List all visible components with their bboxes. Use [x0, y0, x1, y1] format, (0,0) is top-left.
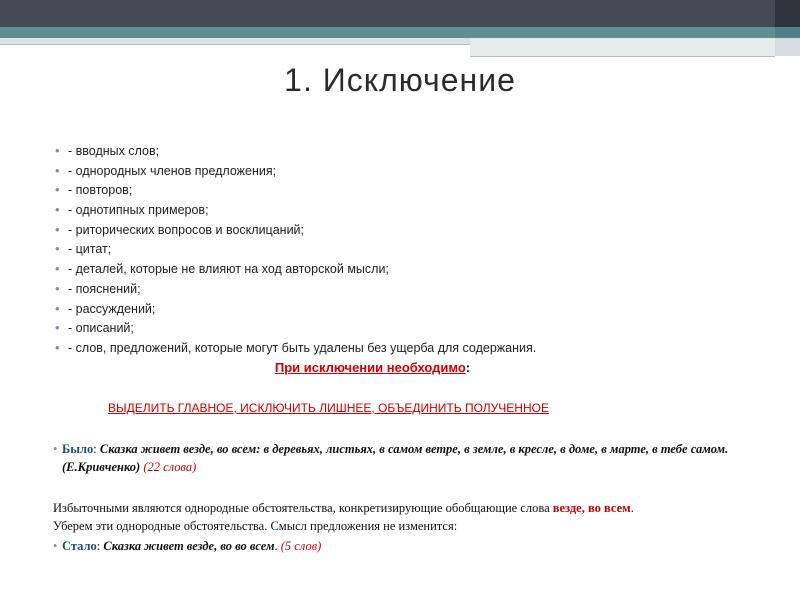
explanation-period: .	[630, 501, 634, 515]
list-item: • - однородных членов предложения;	[55, 164, 536, 184]
before-quote: Сказка живет везде, во всем: в деревьях, листьях, в самом ветре, в земле, в кресле, в доме, в марте, в тебе самом. (Е.Кривченко)	[62, 442, 729, 474]
exclusion-list	[55, 144, 536, 361]
list-item: • - слов, предложений, которые могут быть удалены без ущерба для содержания.	[55, 341, 536, 361]
header-dark-band	[0, 0, 800, 27]
bullet-icon: •	[53, 539, 58, 553]
example-after	[53, 537, 753, 555]
after-colon: :	[96, 539, 101, 553]
after-period: .	[274, 539, 278, 553]
explanation-highlight: везде, во всем	[552, 501, 631, 515]
header-teal-band	[0, 27, 800, 38]
header-decor-box	[470, 38, 790, 56]
list-item: • - риторических вопросов и восклицаний;	[55, 223, 536, 243]
main-rule-line: ВЫДЕЛИТЬ ГЛАВНОЕ, ИСКЛЮЧИТЬ ЛИШНЕЕ, ОБЪЕДИНИТЬ ПОЛУЧЕННОЕ	[108, 401, 549, 415]
list-item: • - описаний;	[55, 321, 536, 341]
header-decor-line	[470, 56, 775, 57]
list-item: • - пояснений;	[55, 282, 536, 302]
header-decor-line	[0, 44, 470, 45]
necessary-colon: :	[465, 360, 471, 375]
list-item: • - вводных слов;	[55, 144, 536, 164]
after-quote: Сказка живет везде, во во всем	[103, 539, 275, 553]
slide-title: 1. Исключение	[284, 62, 516, 98]
necessary-label: При исключении необходимо	[274, 360, 466, 375]
list-item: • - повторов;	[55, 183, 536, 203]
bullet-icon: •	[53, 442, 58, 456]
example-before	[53, 440, 733, 476]
before-colon: :	[93, 442, 97, 456]
list-item: • - рассуждений;	[55, 302, 536, 322]
list-item: • - цитат;	[55, 242, 536, 262]
after-label: Стало	[62, 539, 97, 553]
explanation-text: Избыточными являются однородные обстоятельства, конкретизирующие обобщающие слова	[53, 501, 553, 515]
list-item: • - однотипных примеров;	[55, 203, 536, 223]
explanation	[53, 499, 773, 535]
after-word-count: (5 слов)	[280, 539, 322, 553]
explanation-line-2: Уберем эти однородные обстоятельства. Смысл предложения не изменится:	[53, 519, 458, 533]
list-item: • - деталей, которые не влияют на ход авторской мысли;	[55, 262, 536, 282]
before-word-count: (22 слова)	[143, 460, 197, 474]
header-decor-right	[775, 0, 800, 56]
before-label: Было	[62, 442, 94, 456]
explanation-line-1	[53, 499, 773, 517]
necessary-heading	[0, 360, 745, 375]
